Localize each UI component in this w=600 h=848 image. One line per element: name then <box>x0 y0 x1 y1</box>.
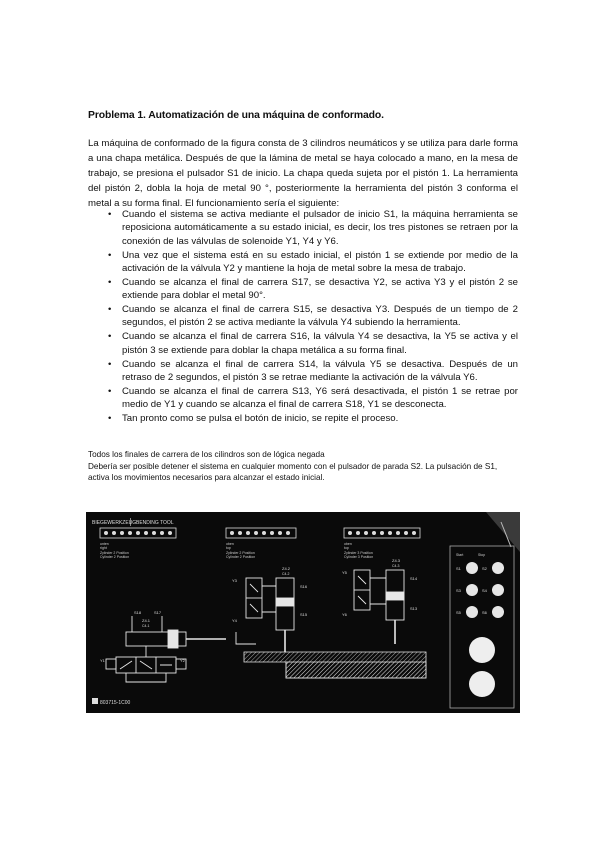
svg-text:Zylinder 2 Position: Zylinder 2 Position <box>100 551 129 555</box>
svg-text:Y5: Y5 <box>342 570 347 575</box>
svg-text:S14: S14 <box>410 576 418 581</box>
svg-text:S17: S17 <box>154 610 162 615</box>
svg-text:Z4.2: Z4.2 <box>282 566 291 571</box>
button-s4-label: S4 <box>482 588 487 593</box>
svg-text:Cylinder 2 Position: Cylinder 2 Position <box>100 555 130 559</box>
svg-text:Start: Start <box>456 553 464 557</box>
svg-text:oben: oben <box>344 542 352 546</box>
bullet-icon: • <box>108 331 112 343</box>
bullet-icon: • <box>108 385 112 397</box>
list-item: • Cuando se alcanza el final de carrera S16, la válvula Y4 se desactiva, la Y5 se activa y el pistón 3 se extiende para doblar la chapa metálica a su forma final. <box>108 331 518 356</box>
button-s4 <box>492 584 504 596</box>
svg-text:Z4.3: Z4.3 <box>392 558 401 563</box>
steps-list <box>88 208 518 426</box>
button-s6 <box>492 606 504 618</box>
svg-text:Cylinder 3 Position: Cylinder 3 Position <box>344 555 374 559</box>
svg-text:Cylinder 2 Position: Cylinder 2 Position <box>226 555 256 559</box>
bullet-icon: • <box>108 304 112 316</box>
svg-text:Zylinder 2 Position: Zylinder 2 Position <box>226 551 255 555</box>
list-item: • Cuando el sistema se activa mediante el pulsador de inicio S1, la máquina herramienta se reposiciona automáticamente a su estado inicial, es decir, los tres pistones se retraen por la conexión de las válvulas de solenoide Y1, Y4 y Y6. <box>108 209 518 247</box>
large-socket-2 <box>469 671 495 697</box>
svg-text:C4.1: C4.1 <box>142 624 150 628</box>
svg-text:S13: S13 <box>410 606 418 611</box>
svg-text:S18: S18 <box>134 610 142 615</box>
panel-header-left: BIEGEWERKZEUG <box>92 520 137 526</box>
svg-text:C4.3: C4.3 <box>392 564 400 568</box>
list-item: • Una vez que el sistema está en su estado inicial, el pistón 1 se extiende por medio de la activación de la válvula Y2 y mantiene la hoja de metal sobre la mesa de trabajo. <box>108 249 518 274</box>
panel-header-right: BENDING TOOL <box>136 520 174 526</box>
machine-panel-photo <box>86 512 520 713</box>
svg-text:C4.2: C4.2 <box>282 572 290 576</box>
svg-text:Y2: Y2 <box>180 658 185 663</box>
svg-text:S16: S16 <box>300 584 308 589</box>
svg-text:Y4: Y4 <box>232 618 237 623</box>
bullet-icon: • <box>108 276 112 288</box>
bullet-icon: • <box>108 413 112 425</box>
large-socket-1 <box>469 637 495 663</box>
svg-text:Zylinder 3 Position: Zylinder 3 Position <box>344 551 373 555</box>
svg-text:Z4.1: Z4.1 <box>142 618 151 623</box>
list-item: • Cuando se alcanza el final de carrera S17, se desactiva Y2, se activa Y3 y el pistón 2 se extiende para doblar el metal 90°. <box>108 276 518 302</box>
list-item: • Cuando se alcanza el final de carrera S14, la válvula Y5 se desactiva. Después de un retraso de 2 segundos, el pistón 3 se retrae mediante la activación de la válvula Y6. <box>108 358 518 383</box>
svg-text:Y1: Y1 <box>100 658 105 663</box>
button-s2 <box>492 562 504 574</box>
button-s1-label: S1 <box>456 566 461 571</box>
button-s5 <box>466 606 478 618</box>
button-s5-label: S5 <box>456 610 461 615</box>
svg-text:top: top <box>344 546 349 550</box>
button-s2-label: S2 <box>482 566 487 571</box>
svg-text:top: top <box>226 546 231 550</box>
bullet-icon: • <box>108 209 112 220</box>
panel-footer-code: 803715-1C00 <box>100 700 131 706</box>
button-s3-label: S3 <box>456 588 461 593</box>
list-item: • Tan pronto como se pulsa el botón de inicio, se repite el proceso. <box>108 413 399 425</box>
svg-text:Y3: Y3 <box>232 578 237 583</box>
note-negated-logic: Todos los finales de carrera de los cilindros son de lógica negada <box>88 450 325 459</box>
button-s1 <box>466 562 478 574</box>
svg-text:S15: S15 <box>300 612 308 617</box>
list-item: • Cuando se alcanza el final de carrera S15, se desactiva Y3. Después de un tiempo de 2 segundos, el pistón 2 se activa mediante la válvula Y4 subiendo la herramienta. <box>108 304 518 329</box>
list-item: • Cuando se alcanza el final de carrera S13, Y6 será desactivada, el pistón 1 se retrae por medio de Y1 y cuando se alcanza el final de carrera S18, Y1 se desconecta. <box>108 385 518 411</box>
button-s6-label: S6 <box>482 610 487 615</box>
bullet-icon: • <box>108 358 112 370</box>
note-stop-button: Debería ser posible detener el sistema en cualquier momento con el pulsador de parada S2. La pulsación de S1, activa los movimientos necesarios para alcanzar el estado inicial. <box>88 461 498 483</box>
svg-text:right: right <box>100 546 107 550</box>
svg-text:unten: unten <box>100 542 109 546</box>
bullet-icon: • <box>108 249 112 261</box>
svg-text:Y6: Y6 <box>342 612 347 617</box>
intro-paragraph: La máquina de conformado de la figura consta de 3 cilindros neumáticos y se utiliza para darle forma a una chapa metálica. Después de que la lámina de metal se haya colocado a mano, en la mesa de trabajo, se presiona el pulsador S1 de inicio. La chapa queda sujeta por el pistón 1. La herramienta del pistón 2, dobla la hoja de metal 90 °, posteriormente la herramienta del pistón 3 conforma el metal a su forma final. El funcionamiento sería el siguiente: <box>88 138 518 209</box>
svg-text:Stop: Stop <box>478 553 486 557</box>
notes <box>88 449 518 484</box>
button-s3 <box>466 584 478 596</box>
svg-text:oben: oben <box>226 542 234 546</box>
problem-title: Problema 1. Automatización de una máquina de conformado. <box>88 110 384 121</box>
